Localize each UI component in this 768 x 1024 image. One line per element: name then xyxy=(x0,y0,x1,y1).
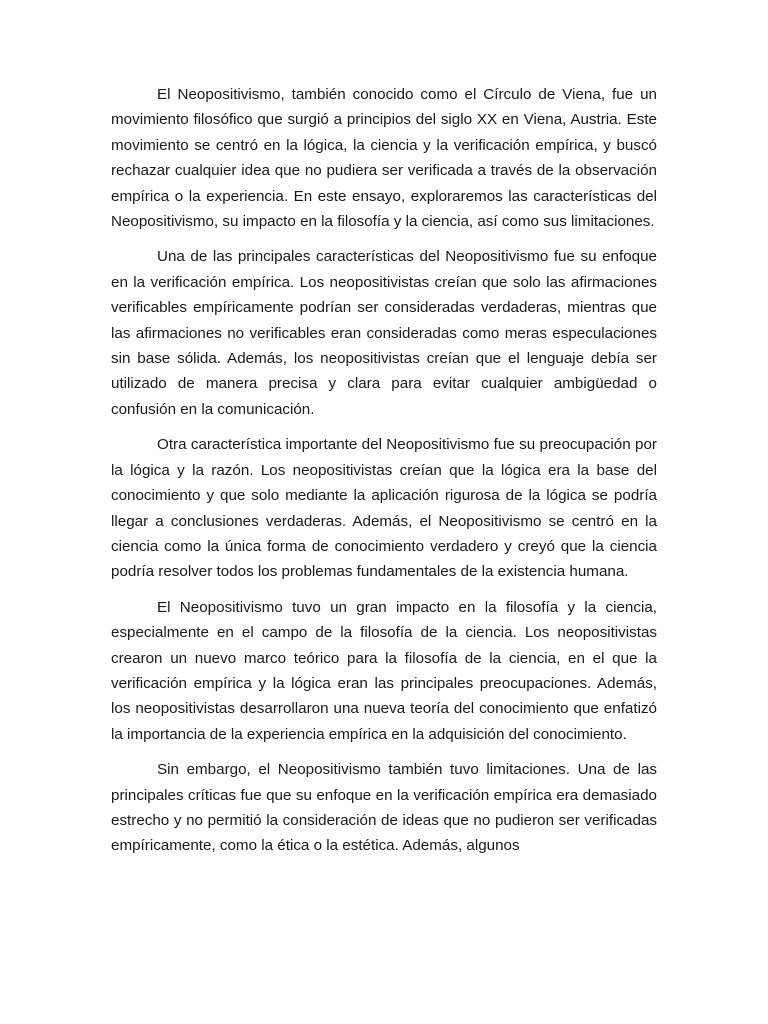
paragraph-2: Una de las principales características del Neopositivismo fue su enfoque en la verificación empírica. Los neopositivistas creían que solo las afirmaciones verificables empíricamente podrían ser consideradas verdaderas, mientras que las afirmaciones no verificables eran consideradas como meras especulaciones sin base sólida. Además, los neopositivistas creían que el lenguaje debía ser utilizado de manera precisa y clara para evitar cualquier ambigüedad o confusión en la comunicación. xyxy=(111,248,657,418)
paragraph-3: Otra característica importante del Neopositivismo fue su preocupación por la lógica y la razón. Los neopositivistas creían que la lógica era la base del conocimiento y que solo mediante la aplicación rigurosa de la lógica se podría llegar a conclusiones verdaderas. Además, el Neopositivismo se centró en la ciencia como la única forma de conocimiento verdadero y creyó que la ciencia podría resolver todos los problemas fundamentales de la existencia humana. xyxy=(111,436,657,581)
document-body xyxy=(111,82,657,869)
paragraph-5: Sin embargo, el Neopositivismo también tuvo limitaciones. Una de las principales críticas fue que su enfoque en la verificación empírica era demasiado estrecho y no permitió la consideración de ideas que no pudieron ser verificadas empíricamente, como la ética o la estética. Además, algunos xyxy=(111,761,657,855)
paragraph-1: El Neopositivismo, también conocido como el Círculo de Viena, fue un movimiento filosófico que surgió a principios del siglo XX en Viena, Austria. Este movimiento se centró en la lógica, la ciencia y la verificación empírica, y buscó rechazar cualquier idea que no pudiera ser verificada a través de la observación empírica o la experiencia. En este ensayo, exploraremos las características del Neopositivismo, su impacto en la filosofía y la ciencia, así como sus limitaciones. xyxy=(111,86,657,231)
paragraph-4: El Neopositivismo tuvo un gran impacto en la filosofía y la ciencia, especialmente en el campo de la filosofía de la ciencia. Los neopositivistas crearon un nuevo marco teórico para la filosofía de la ciencia, en el que la verificación empírica y la lógica eran las principales preocupaciones. Además, los neopositivistas desarrollaron una nueva teoría del conocimiento que enfatizó la importancia de la experiencia empírica en la adquisición del conocimiento. xyxy=(111,598,657,743)
